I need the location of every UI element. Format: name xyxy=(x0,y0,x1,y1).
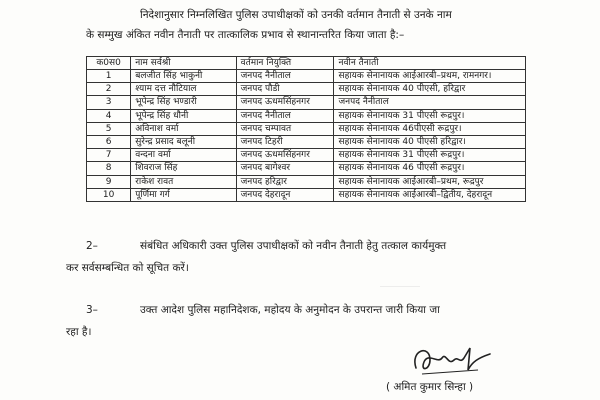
cell-new-posting: सहायक सेनानायक आईआरबी–प्रथम, रूद्रपुर xyxy=(334,175,526,188)
table-header-row xyxy=(87,57,526,70)
cell-officer-name: वन्दना वर्मा xyxy=(131,149,236,162)
table-row xyxy=(87,122,526,135)
cell-serial: 10 xyxy=(87,188,131,201)
table-row xyxy=(87,149,526,162)
cell-serial: 4 xyxy=(87,109,131,122)
cell-new-posting: सहायक सेनानायक आईआरबी–द्वितीय, देहरादून xyxy=(334,188,526,201)
signature xyxy=(408,340,498,380)
header-name: नाम सर्वश्री xyxy=(131,57,236,70)
cell-officer-name: पूर्णिमा गर्ग xyxy=(131,188,236,201)
cell-officer-name: श्याम दत्त नौटियाल xyxy=(131,83,236,96)
signatory-name: ( अमित कुमार सिन्हा ) xyxy=(386,381,474,393)
intro-line-2: के सम्मुख अंकित नवीन तैनाती पर तात्कालिक प्रभाव से स्थानान्तरित किया जाता है:– xyxy=(86,29,405,41)
header-new-posting: नवीन तैनाती xyxy=(334,57,526,70)
cell-new-posting: सहायक सेनानायक 31 पीएसी रूद्रपुर। xyxy=(334,109,526,122)
cell-serial: 9 xyxy=(87,175,131,188)
cell-current-posting: जनपद देहरादून xyxy=(236,188,334,201)
table-row xyxy=(87,188,526,201)
table-row xyxy=(87,109,526,122)
cell-officer-name: भूपेन्द्र सिंह धौनी xyxy=(131,109,236,122)
para-3-number: 3– xyxy=(86,304,98,316)
table-row xyxy=(87,175,526,188)
cell-serial: 3 xyxy=(87,96,131,109)
cell-new-posting: सहायक सेनानायक आईआरबी–प्रथम, रामनगर। xyxy=(334,70,526,83)
cell-new-posting: सहायक सेनानायक 46 पीएसी रूद्रपुर। xyxy=(334,162,526,175)
cell-serial: 5 xyxy=(87,122,131,135)
cell-officer-name: भूपेन्द्र सिंह भण्डारी xyxy=(131,96,236,109)
cell-officer-name: बलजीत सिंह भाकुनी xyxy=(131,70,236,83)
cell-officer-name: सुरेन्द्र प्रसाद बलूनी xyxy=(131,135,236,148)
cell-new-posting: जनपद नैनीताल xyxy=(334,96,526,109)
header-current-posting: वर्तमान नियुक्ति xyxy=(236,57,334,70)
cell-serial: 1 xyxy=(87,70,131,83)
cell-current-posting: जनपद नैनीताल xyxy=(236,70,334,83)
intro-line-1: निदेशानुसार निम्नलिखित पुलिस उपाधीक्षकों को उनकी वर्तमान तैनाती से उनके नाम xyxy=(140,9,452,21)
cell-current-posting: जनपद नैनीताल xyxy=(236,109,334,122)
header-serial: क0स0 xyxy=(87,57,131,70)
table-row xyxy=(87,135,526,148)
cell-current-posting: जनपद हरिद्वार xyxy=(236,175,334,188)
cell-new-posting: सहायक सेनानायक 40 पीएसी, हरिद्वार xyxy=(334,83,526,96)
para-3-line-2: रहा है। xyxy=(66,326,92,338)
faint-stamp-mark xyxy=(380,286,420,301)
cell-current-posting: जनपद ऊधमसिंहनगर xyxy=(236,96,334,109)
cell-new-posting: सहायक सेनानायक 40 पीएसी हरिद्वार। xyxy=(334,135,526,148)
cell-current-posting: जनपद पौडी xyxy=(236,83,334,96)
cell-current-posting: जनपद बागेश्वर xyxy=(236,162,334,175)
cell-officer-name: अविनाश वर्मा xyxy=(131,122,236,135)
cell-current-posting: जनपद टिहरी xyxy=(236,135,334,148)
cell-new-posting: सहायक सेनानायक 31 पीएसी रूद्रपुर। xyxy=(334,149,526,162)
cell-new-posting: सहायक सेनानायक 46पीएसी रूद्रपुर। xyxy=(334,122,526,135)
para-2-number: 2– xyxy=(86,240,98,252)
para-2-line-1: संबंधित अधिकारी उक्त पुलिस उपाधीक्षकों को नवीन तैनाती हेतु तत्काल कार्यमुक्त xyxy=(140,240,447,252)
table-row xyxy=(87,70,526,83)
cell-serial: 6 xyxy=(87,135,131,148)
cell-serial: 7 xyxy=(87,149,131,162)
cell-serial: 8 xyxy=(87,162,131,175)
cell-serial: 2 xyxy=(87,83,131,96)
para-2-line-2: कर सर्वसम्बन्धित को सूचित करें। xyxy=(66,262,189,274)
cell-officer-name: राकेश रावत xyxy=(131,175,236,188)
cell-officer-name: शिवराज सिंह xyxy=(131,162,236,175)
table-row xyxy=(87,83,526,96)
table-row xyxy=(87,96,526,109)
para-3-line-1: उक्त आदेश पुलिस महानिदेशक, महोदय के अनुमोदन के उपरान्त जारी किया जा xyxy=(140,304,440,316)
transfer-table xyxy=(86,56,526,202)
table-row xyxy=(87,162,526,175)
cell-current-posting: जनपद ऊधमसिंहनगर xyxy=(236,149,334,162)
cell-current-posting: जनपद चम्पावत xyxy=(236,122,334,135)
